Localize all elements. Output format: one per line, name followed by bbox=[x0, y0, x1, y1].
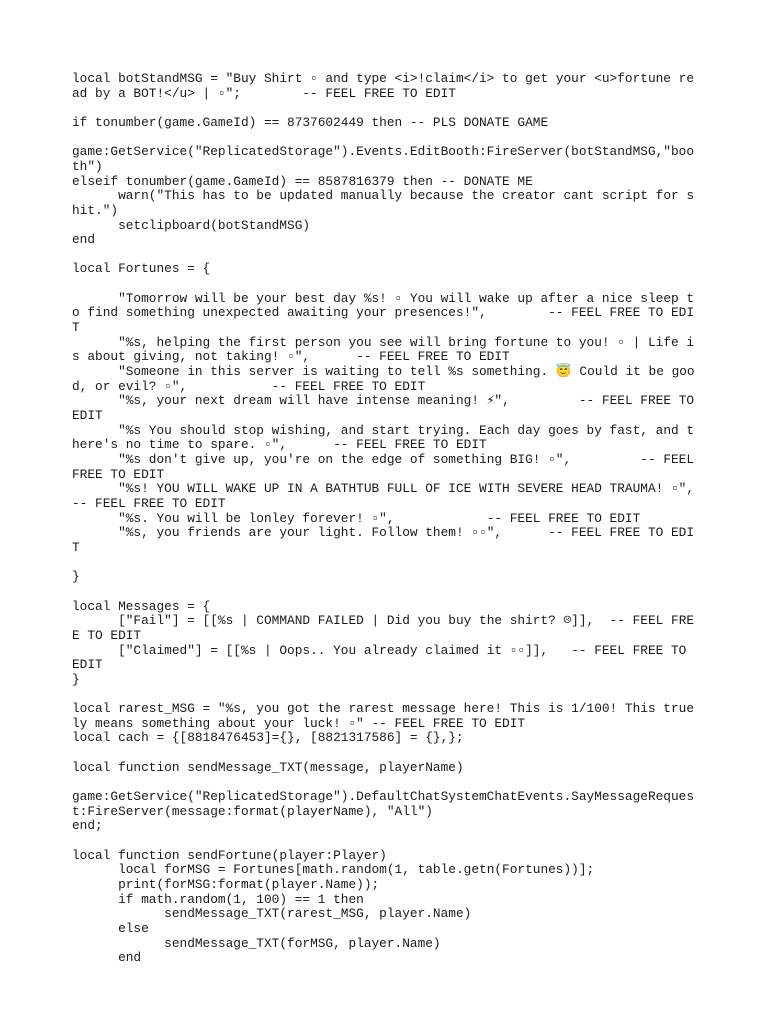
code-line: end bbox=[72, 950, 142, 966]
code-line: "%s. You will be lonley forever! ▫", -- FEEL FREE TO EDIT bbox=[72, 510, 641, 526]
code-line: if math.random(1, 100) == 1 then bbox=[72, 891, 364, 907]
code-line: "%s don't give up, you're on the edge of something BIG! ▫", -- FEEL FREE TO EDIT bbox=[72, 452, 702, 482]
code-line: "%s! YOU WILL WAKE UP IN A BATHTUB FULL OF ICE WITH SEVERE HEAD TRAUMA! ▫", -- FEEL FREE TO EDIT bbox=[72, 481, 702, 511]
code-line bbox=[72, 101, 700, 116]
code-line: local botStandMSG = "Buy Shirt ▫ and type <i>!claim</i> to get your <u>fortune read by a BOT!</u> | ▫"; -- FEEL FREE TO EDIT bbox=[72, 71, 695, 101]
code-line bbox=[72, 248, 700, 263]
code-line: end; bbox=[72, 818, 103, 834]
code-line: game:GetService("ReplicatedStorage").Events.EditBooth:FireServer(botStandMSG,"booth") bbox=[72, 144, 695, 174]
code-line bbox=[72, 834, 700, 849]
code-line: end bbox=[72, 232, 96, 248]
code-line: else bbox=[72, 920, 149, 936]
document-page bbox=[72, 71, 702, 966]
code-line: sendMessage_TXT(forMSG, player.Name) bbox=[72, 935, 441, 951]
code-line: "Someone in this server is waiting to tell %s something. 😇 Could it be good, or evil? ▫", -- FEEL FREE TO EDIT bbox=[72, 364, 695, 394]
code-line: if tonumber(game.GameId) == 8737602449 then -- PLS DONATE GAME bbox=[72, 114, 549, 130]
code-line: } bbox=[72, 569, 80, 585]
code-block bbox=[72, 72, 700, 966]
code-line: "%s You should stop wishing, and start trying. Each day goes by fast, and there's no time to spare. ▫", -- FEEL FREE TO EDIT bbox=[72, 422, 695, 453]
code-line: local function sendMessage_TXT(message, playerName) bbox=[72, 759, 464, 775]
code-line: setclipboard(botStandMSG) bbox=[72, 217, 311, 233]
code-line: "Tomorrow will be your best day %s! ▫ You will wake up after a nice sleep to find something unexpected awaiting your presences!", -- FEEL FREE TO EDIT bbox=[72, 290, 695, 336]
code-line: local rarest_MSG = "%s, you got the rarest message here! This is 1/100! This truely means something about your luck! ▫" -- FEEL FREE TO EDIT bbox=[72, 701, 695, 731]
code-line: } bbox=[72, 671, 80, 687]
code-line: ["Claimed"] = [[%s | Oops.. You already claimed it ▫▫]], -- FEEL FREE TO EDIT bbox=[72, 642, 695, 673]
code-line: local Fortunes = { bbox=[72, 261, 211, 277]
code-line: local Messages = { bbox=[72, 598, 211, 614]
code-line: print(forMSG:format(player.Name)); bbox=[72, 876, 380, 892]
code-line bbox=[72, 277, 700, 292]
code-line: "%s, you friends are your light. Follow them! ▫▫", -- FEEL FREE TO EDIT bbox=[72, 525, 695, 555]
code-line: game:GetService("ReplicatedStorage").DefaultChatSystemChatEvents.SayMessageRequest:FireServer(message:format(playerName), "All") bbox=[72, 789, 695, 819]
code-line: ["Fail"] = [[%s | COMMAND FAILED | Did you buy the shirt? ☹]], -- FEEL FREE TO EDIT bbox=[72, 613, 695, 643]
code-line bbox=[72, 687, 700, 702]
code-line: local forMSG = Fortunes[math.random(1, table.getn(Fortunes))]; bbox=[72, 862, 595, 878]
code-line: "%s, your next dream will have intense meaning! ⚡", -- FEEL FREE TO EDIT bbox=[72, 393, 702, 424]
code-line: local cach = {[8818476453]={}, [8821317586] = {},}; bbox=[72, 730, 464, 746]
code-line bbox=[72, 746, 700, 761]
code-line bbox=[72, 775, 700, 790]
code-line: local function sendFortune(player:Player) bbox=[72, 847, 387, 863]
code-line: warn("This has to be updated manually because the creator cant script for shit.") bbox=[72, 188, 695, 218]
code-line: sendMessage_TXT(rarest_MSG, player.Name) bbox=[72, 906, 472, 922]
code-line: elseif tonumber(game.GameId) == 8587816379 then -- DONATE ME bbox=[72, 173, 533, 189]
code-line bbox=[72, 556, 700, 571]
code-line bbox=[72, 131, 700, 146]
code-line: "%s, helping the first person you see will bring fortune to you! ▫ | Life is about giving, not taking! ▫", -- FEEL FREE TO EDIT bbox=[72, 334, 695, 365]
code-line bbox=[72, 585, 700, 600]
